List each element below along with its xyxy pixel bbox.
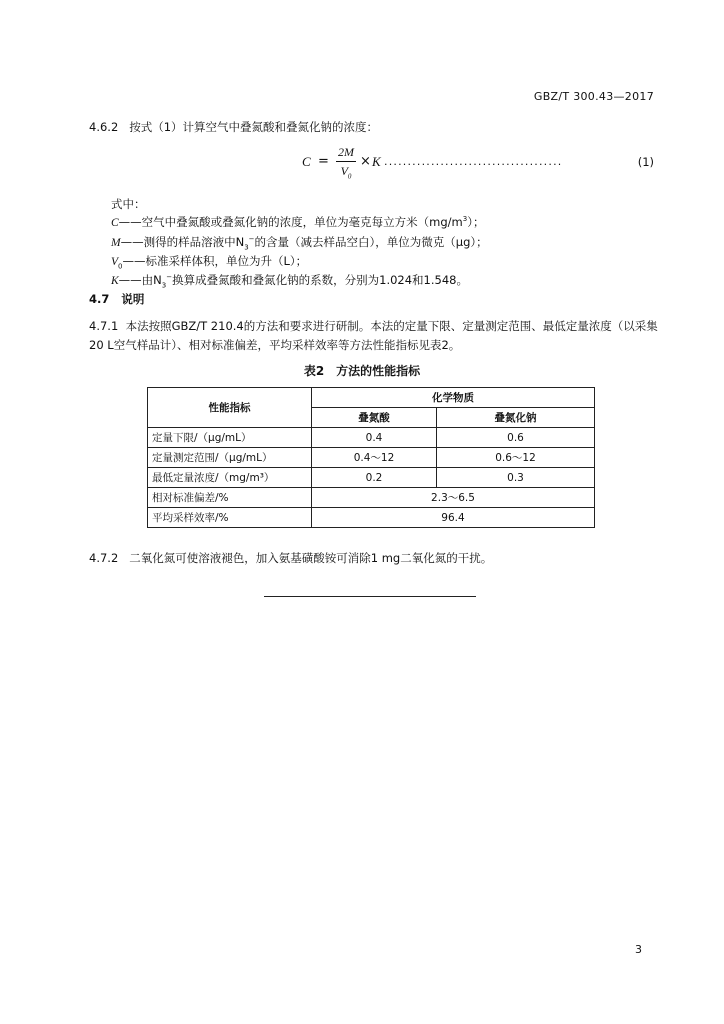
row-value-2: 0.3 (437, 468, 595, 488)
equation-number: (1) (637, 155, 654, 169)
clause-text: 本法按照GBZ/T 210.4的方法和要求进行研制。本法的定量下限、定量测定范围、最低定量浓度（以采集20 L空气样品计）、相对标准偏差，平均采样效率等方法性能指标见表2。 (89, 319, 658, 352)
formula-leader-dots: ...................................... (384, 155, 563, 168)
header-col2: 叠氮化钠 (437, 408, 595, 428)
def-tail: ）； (467, 215, 485, 229)
row-label: 相对标准偏差/% (148, 488, 312, 508)
clause-text: 二氧化氮可使溶液褪色，加入氨基磺酸铵可消除1 mg二氧化氮的干扰。 (129, 551, 493, 565)
row-value-2: 0.6～12 (437, 448, 595, 468)
header-substance: 化学物质 (312, 388, 595, 408)
row-value-merged: 96.4 (312, 508, 595, 528)
formula-lhs: C (302, 154, 311, 169)
row-value-merged: 2.3～6.5 (312, 488, 595, 508)
formula-fraction (336, 145, 356, 180)
clause-number: 4.7 (89, 292, 110, 306)
table-row (148, 448, 595, 468)
def-symbol: M (111, 237, 121, 249)
definition-m (111, 234, 488, 251)
definition-v0 (111, 253, 307, 270)
clause-4-7-2 (89, 550, 492, 566)
row-label: 定量测定范围/（μg/mL） (148, 448, 312, 468)
header-col1: 叠氮酸 (312, 408, 437, 428)
table-row (148, 468, 595, 488)
clause-number: 4.7.2 (89, 551, 119, 565)
formula-times: × (360, 154, 371, 169)
page-number: 3 (635, 943, 642, 956)
clause-text: 按式（1）计算空气中叠氮酸和叠氮化钠的浓度： (129, 120, 379, 134)
def-symbol: C (111, 217, 119, 229)
table-row (148, 488, 595, 508)
standard-code: GBZ/T 300.43—2017 (533, 90, 654, 103)
def-symbol: K (111, 275, 119, 287)
def-sup: − (248, 235, 255, 244)
clause-4-7-1 (89, 317, 659, 355)
definition-k (111, 272, 468, 289)
row-value-2: 0.6 (437, 428, 595, 448)
def-tail: 换算成叠氮酸和叠氮化钠的系数，分别为1.024和1.548。 (172, 273, 468, 287)
clause-title: 说明 (121, 292, 145, 306)
formula-k: K (372, 154, 381, 169)
row-value-1: 0.2 (312, 468, 437, 488)
row-label: 定量下限/（μg/mL） (148, 428, 312, 448)
table-row (148, 508, 595, 528)
formula-numerator: 2M (338, 145, 354, 159)
clause-number: 4.7.1 (89, 319, 119, 333)
table-header-row (148, 388, 595, 408)
def-sub: 0 (118, 262, 123, 271)
where-label: 式中： (111, 197, 146, 211)
def-sub: 3 (161, 281, 167, 290)
formula-equals: = (318, 154, 329, 169)
def-text: ——由N (118, 273, 162, 287)
row-label: 最低定量浓度/（mg/m³） (148, 468, 312, 488)
header-indicator: 性能指标 (148, 388, 312, 428)
def-symbol: V (111, 256, 119, 268)
def-sup: 3 (462, 215, 468, 224)
definition-c (111, 214, 484, 230)
row-value-1: 0.4 (312, 428, 437, 448)
fraction-bar (336, 161, 356, 162)
row-value-1: 0.4～12 (312, 448, 437, 468)
end-rule (264, 596, 476, 597)
def-sup: − (166, 273, 173, 282)
row-label: 平均采样效率/% (148, 508, 312, 528)
table-row (148, 428, 595, 448)
clause-4-6-2 (89, 119, 378, 135)
clause-number: 4.6.2 (89, 120, 119, 134)
def-text: ——标准采样体积，单位为升（L）； (122, 254, 308, 268)
denominator-symbol: V (340, 164, 348, 178)
clause-4-7-heading (89, 291, 144, 307)
def-sub: 3 (244, 243, 249, 252)
def-text: ——测得的样品溶液中N (120, 235, 245, 249)
def-tail: 的含量（减去样品空白），单位为微克（μg）； (254, 235, 488, 249)
performance-table (147, 387, 595, 528)
table-title: 表2 方法的性能指标 (303, 364, 421, 378)
formula-denominator (336, 164, 356, 180)
def-text: ——空气中叠氮酸或叠氮化钠的浓度，单位为毫克每立方米（mg/m (118, 215, 463, 229)
denominator-sub: 0 (347, 172, 352, 181)
